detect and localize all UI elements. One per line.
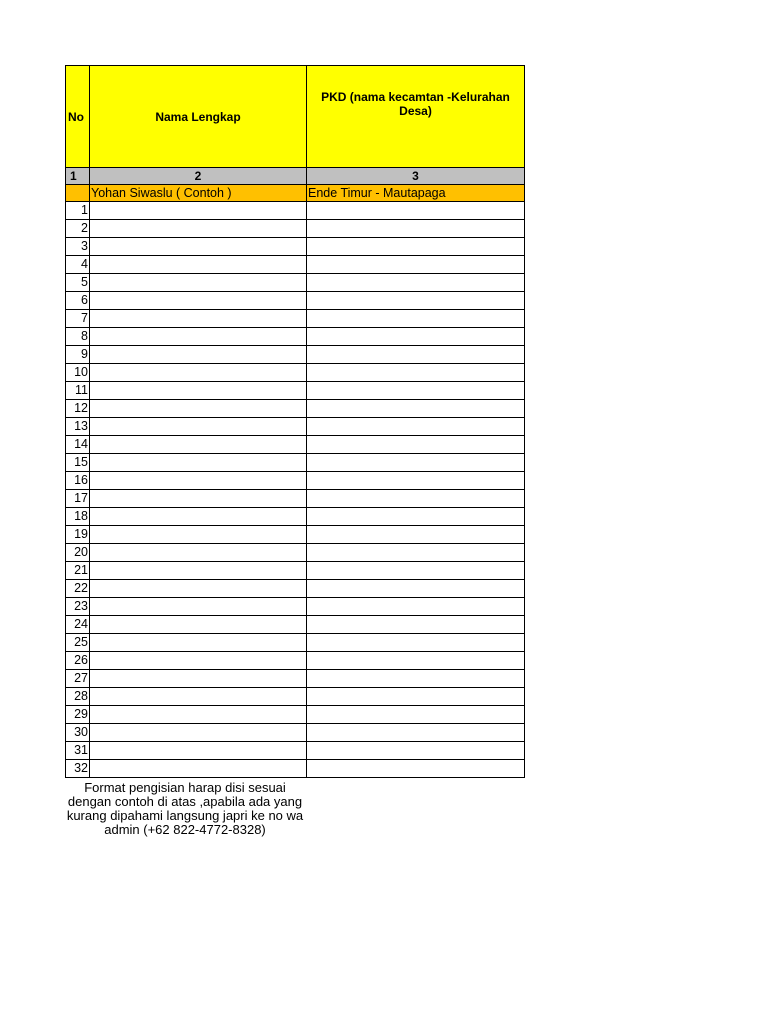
table-row [66,670,525,688]
name-cell[interactable] [90,724,307,742]
name-cell[interactable] [90,526,307,544]
name-cell[interactable] [90,454,307,472]
name-cell[interactable] [90,238,307,256]
row-number-cell[interactable]: 6 [66,292,90,310]
header-no[interactable]: No [66,66,90,168]
pkd-cell[interactable] [307,292,525,310]
name-cell[interactable] [90,418,307,436]
table-row [66,274,525,292]
name-cell[interactable] [90,256,307,274]
name-cell[interactable] [90,400,307,418]
pkd-cell[interactable] [307,436,525,454]
pkd-cell[interactable] [307,382,525,400]
row-number-cell[interactable]: 20 [66,544,90,562]
pkd-cell[interactable] [307,328,525,346]
pkd-cell[interactable] [307,256,525,274]
pkd-cell[interactable] [307,508,525,526]
table-row [66,616,525,634]
row-number-cell[interactable]: 22 [66,580,90,598]
pkd-cell[interactable] [307,274,525,292]
pkd-cell[interactable] [307,202,525,220]
row-number-cell[interactable]: 10 [66,364,90,382]
pkd-cell[interactable] [307,562,525,580]
pkd-cell[interactable] [307,238,525,256]
table-row [66,346,525,364]
column-number-cell[interactable]: 3 [307,168,525,185]
column-number-cell[interactable]: 1 [66,168,90,185]
table-row [66,454,525,472]
row-number-cell[interactable]: 11 [66,382,90,400]
pkd-cell[interactable] [307,580,525,598]
name-cell[interactable] [90,292,307,310]
table-row [66,310,525,328]
row-number-cell[interactable]: 12 [66,400,90,418]
row-number-cell[interactable]: 18 [66,508,90,526]
name-cell[interactable] [90,742,307,760]
row-number-cell[interactable]: 27 [66,670,90,688]
pkd-cell[interactable] [307,706,525,724]
row-number-cell[interactable]: 29 [66,706,90,724]
table-row [66,634,525,652]
table-row [66,688,525,706]
name-cell[interactable] [90,670,307,688]
pkd-cell[interactable] [307,544,525,562]
table-row [66,706,525,724]
example-no-cell[interactable] [66,185,90,202]
table-row [66,508,525,526]
table-row [66,220,525,238]
table-row [66,652,525,670]
pkd-cell[interactable] [307,490,525,508]
table-row [66,328,525,346]
table-row [66,760,525,778]
name-cell[interactable] [90,706,307,724]
registration-table [65,65,525,778]
row-number-cell[interactable]: 9 [66,346,90,364]
table-row [66,724,525,742]
table-row [66,490,525,508]
row-number-cell[interactable]: 13 [66,418,90,436]
name-cell[interactable] [90,544,307,562]
pkd-cell[interactable] [307,400,525,418]
name-cell[interactable] [90,598,307,616]
column-number-cell[interactable]: 2 [90,168,307,185]
name-cell[interactable] [90,508,307,526]
name-cell[interactable] [90,616,307,634]
pkd-cell[interactable] [307,634,525,652]
table-row [66,400,525,418]
pkd-cell[interactable] [307,616,525,634]
row-number-cell[interactable]: 2 [66,220,90,238]
table-row [66,256,525,274]
pkd-cell[interactable] [307,670,525,688]
pkd-cell[interactable] [307,688,525,706]
pkd-cell[interactable] [307,652,525,670]
pkd-cell[interactable] [307,724,525,742]
pkd-cell[interactable] [307,418,525,436]
example-pkd-cell[interactable]: Ende Timur - Mautapaga [307,185,525,202]
table-row [66,562,525,580]
table-row [66,598,525,616]
pkd-cell[interactable] [307,364,525,382]
row-number-cell[interactable]: 21 [66,562,90,580]
name-cell[interactable] [90,220,307,238]
pkd-cell[interactable] [307,220,525,238]
instruction-note: Format pengisian harap disi sesuai dengan contoh di atas ,apabila ada yang kurang dipahami langsung japri ke no wa admin (+62 822-4772-8328) [66,780,304,837]
row-number-cell[interactable]: 7 [66,310,90,328]
header-pkd[interactable]: PKD (nama kecamtan -Kelurahan Desa) [307,66,525,168]
pkd-cell[interactable] [307,310,525,328]
name-cell[interactable] [90,688,307,706]
name-cell[interactable] [90,472,307,490]
name-cell[interactable] [90,490,307,508]
name-cell[interactable] [90,202,307,220]
row-number-cell[interactable]: 31 [66,742,90,760]
row-number-cell[interactable]: 30 [66,724,90,742]
row-number-cell[interactable]: 4 [66,256,90,274]
pkd-cell[interactable] [307,472,525,490]
example-row [66,185,525,202]
row-number-cell[interactable]: 25 [66,634,90,652]
row-number-cell[interactable]: 1 [66,202,90,220]
table-row [66,364,525,382]
table-row [66,202,525,220]
row-number-cell[interactable]: 26 [66,652,90,670]
row-number-cell[interactable]: 5 [66,274,90,292]
table-row [66,544,525,562]
name-cell[interactable] [90,346,307,364]
header-name[interactable]: Nama Lengkap [90,66,307,168]
table-row [66,436,525,454]
row-number-cell[interactable]: 14 [66,436,90,454]
name-cell[interactable] [90,274,307,292]
row-number-cell[interactable]: 19 [66,526,90,544]
row-number-cell[interactable]: 23 [66,598,90,616]
pkd-cell[interactable] [307,454,525,472]
table-row [66,742,525,760]
name-cell[interactable] [90,436,307,454]
table-row [66,580,525,598]
row-number-cell[interactable]: 8 [66,328,90,346]
row-number-cell[interactable]: 16 [66,472,90,490]
row-number-cell[interactable]: 32 [66,760,90,778]
name-cell[interactable] [90,634,307,652]
example-name-cell[interactable]: Yohan Siwaslu ( Contoh ) [90,185,307,202]
name-cell[interactable] [90,382,307,400]
row-number-cell[interactable]: 17 [66,490,90,508]
table-row [66,238,525,256]
name-cell[interactable] [90,580,307,598]
name-cell[interactable] [90,310,307,328]
name-cell[interactable] [90,760,307,778]
table-row [66,382,525,400]
table-row [66,418,525,436]
row-number-cell[interactable]: 24 [66,616,90,634]
name-cell[interactable] [90,328,307,346]
table-row [66,292,525,310]
pkd-cell[interactable] [307,598,525,616]
table-row [66,472,525,490]
pkd-cell[interactable] [307,346,525,364]
column-number-row [66,168,525,185]
header-row [66,66,525,168]
pkd-cell[interactable] [307,526,525,544]
row-number-cell[interactable]: 3 [66,238,90,256]
name-cell[interactable] [90,562,307,580]
table-row [66,526,525,544]
name-cell[interactable] [90,364,307,382]
name-cell[interactable] [90,652,307,670]
pkd-cell[interactable] [307,742,525,760]
pkd-cell[interactable] [307,760,525,778]
row-number-cell[interactable]: 15 [66,454,90,472]
row-number-cell[interactable]: 28 [66,688,90,706]
